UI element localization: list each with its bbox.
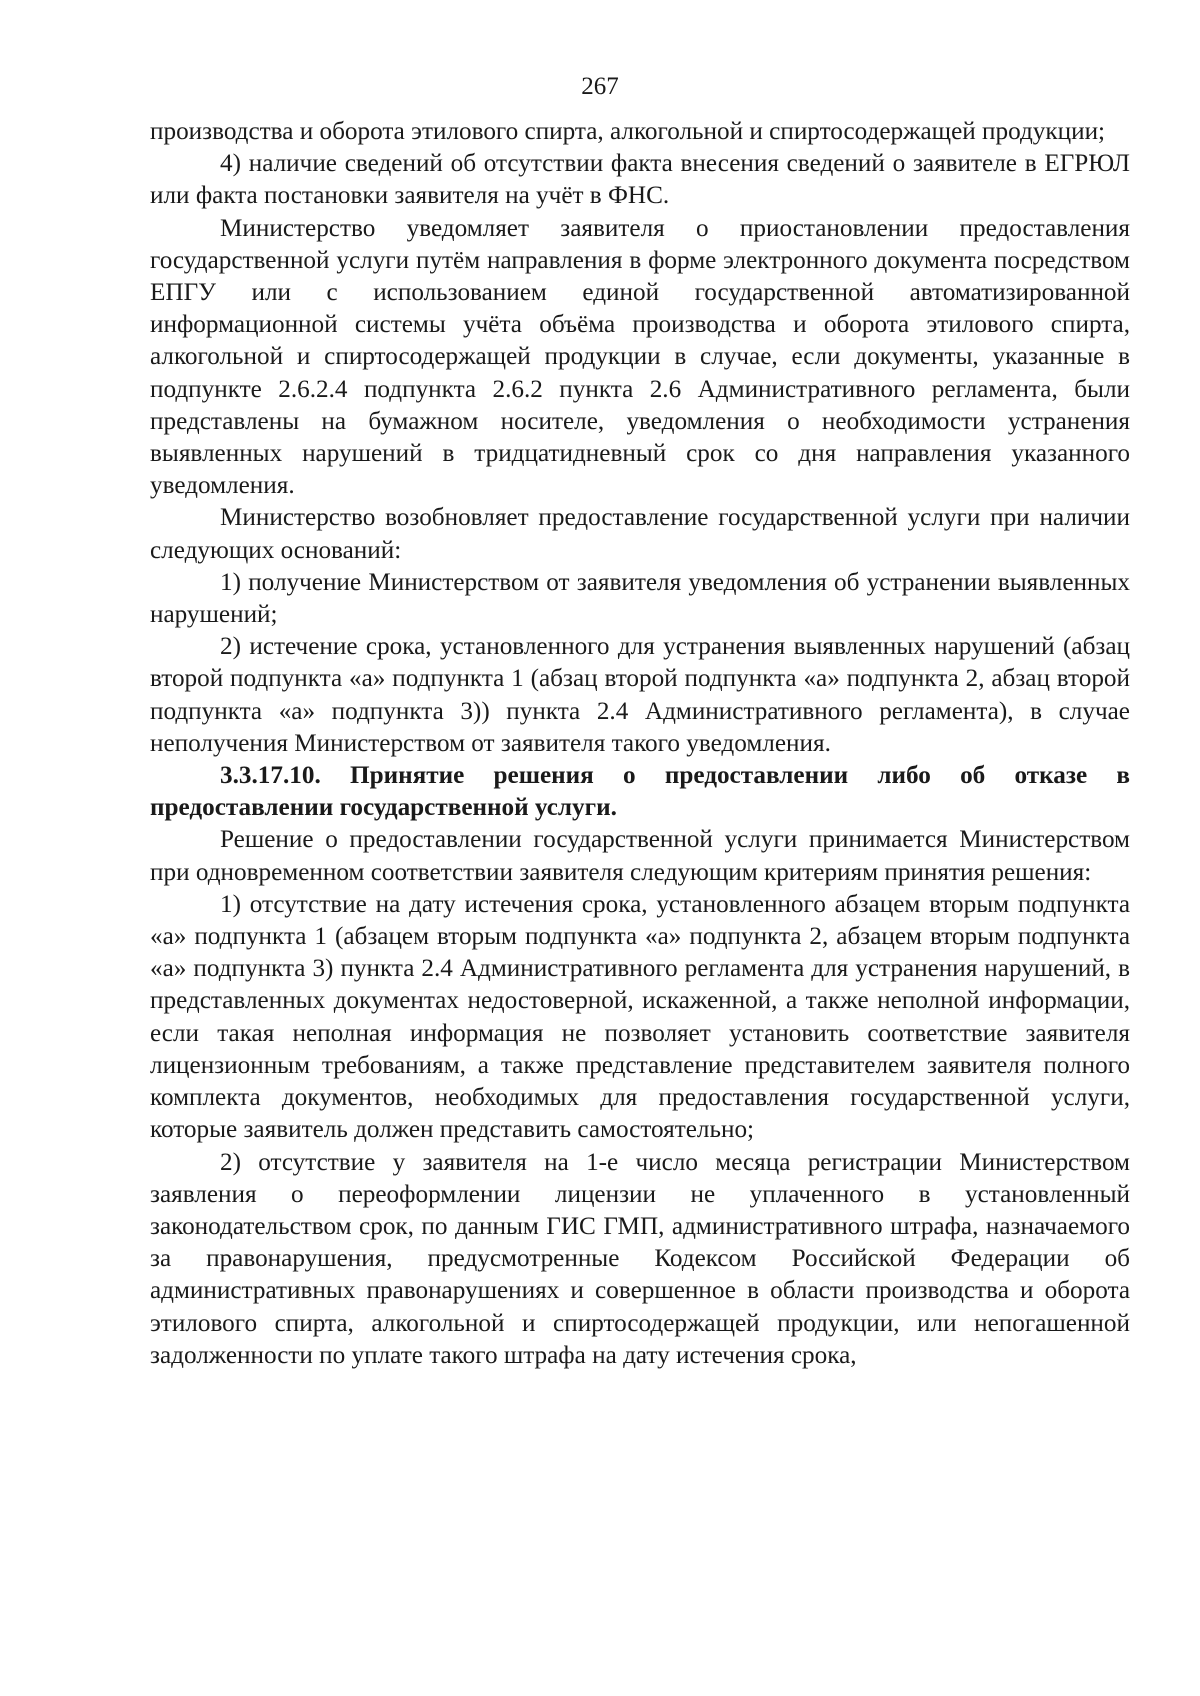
paragraph: 4) наличие сведений об отсутствии факта внесения сведений о заявителе в ЕГРЮЛ или факта постановки заявителя на учёт в ФНС. <box>150 150 1130 210</box>
paragraph: 1) получение Министерством от заявителя уведомления об устранении выявленных нарушений; <box>150 568 1130 629</box>
paragraph: производства и оборота этилового спирта, алкогольной и спиртосодержащей продукции; <box>150 118 1106 145</box>
paragraph: 2) отсутствие у заявителя на 1-е число месяца регистрации Министерством заявления о переоформлении лицензии не уплаченного в установленный законодательством срок, по данным ГИС ГМП, административного штрафа, назначаемого за правонарушения, предусмотренные Кодексом Российской Федерации об административных правонарушениях и совершенное в области производства и оборота этилового спирта, алкогольной и спиртосодержащей продукции, или непогашенной задолженности по уплате такого штрафа на дату истечения срока, <box>150 1148 1130 1369</box>
page-number: 267 <box>581 73 619 100</box>
document-body <box>150 116 1130 1372</box>
section-heading: 3.3.17.10. Принятие решения о предоставлении либо об отказе в предоставлении государственной услуги. <box>150 762 1130 822</box>
paragraph: Решение о предоставлении государственной услуги принимается Министерством при одновременном соответствии заявителя следующим критериям принятия решения: <box>150 826 1130 886</box>
paragraph: Министерство возобновляет предоставление государственной услуги при наличии следующих оснований: <box>150 504 1130 564</box>
paragraph: 1) отсутствие на дату истечения срока, установленного абзацем вторым подпункта «а» подпункта 1 (абзацем вторым подпункта «а» подпункта 2, абзацем вторым подпункта «а» подпункта 3) пункта 2.4 Административного регламента для устранения нарушений, в представленных документах недостоверной, искаженной, а также неполной информации, если такая неполная информация не позволяет установить соответствие заявителя лицензионным требованиям, а также представление представителем заявителя полного комплекта документов, необходимых для предоставления государственной услуги, которые заявитель должен представить самостоятельно; <box>150 890 1130 1144</box>
paragraph: 2) истечение срока, установленного для устранения выявленных нарушений (абзац второй подпункта «а» подпункта 1 (абзац второй подпункта «а» подпункта 2, абзац второй подпункта «а» подпункта 3)) пункта 2.4 Административного регламента), в случае неполучения Министерством от заявителя такого уведомления. <box>150 633 1130 757</box>
paragraph: Министерство уведомляет заявителя о приостановлении предоставления государственной услуги путём направления в форме электронного документа посредством ЕПГУ или с использованием единой государственной автоматизированной информационной системы учёта объёма производства и оборота этилового спирта, алкогольной и спиртосодержащей продукции в случае, если документы, указанные в подпункте 2.6.2.4 подпункта 2.6.2 пункта 2.6 Административного регламента, были представлены на бумажном носителе, уведомления о необходимости устранения выявленных нарушений в тридцатидневный срок со дня направления указанного уведомления. <box>150 214 1130 500</box>
